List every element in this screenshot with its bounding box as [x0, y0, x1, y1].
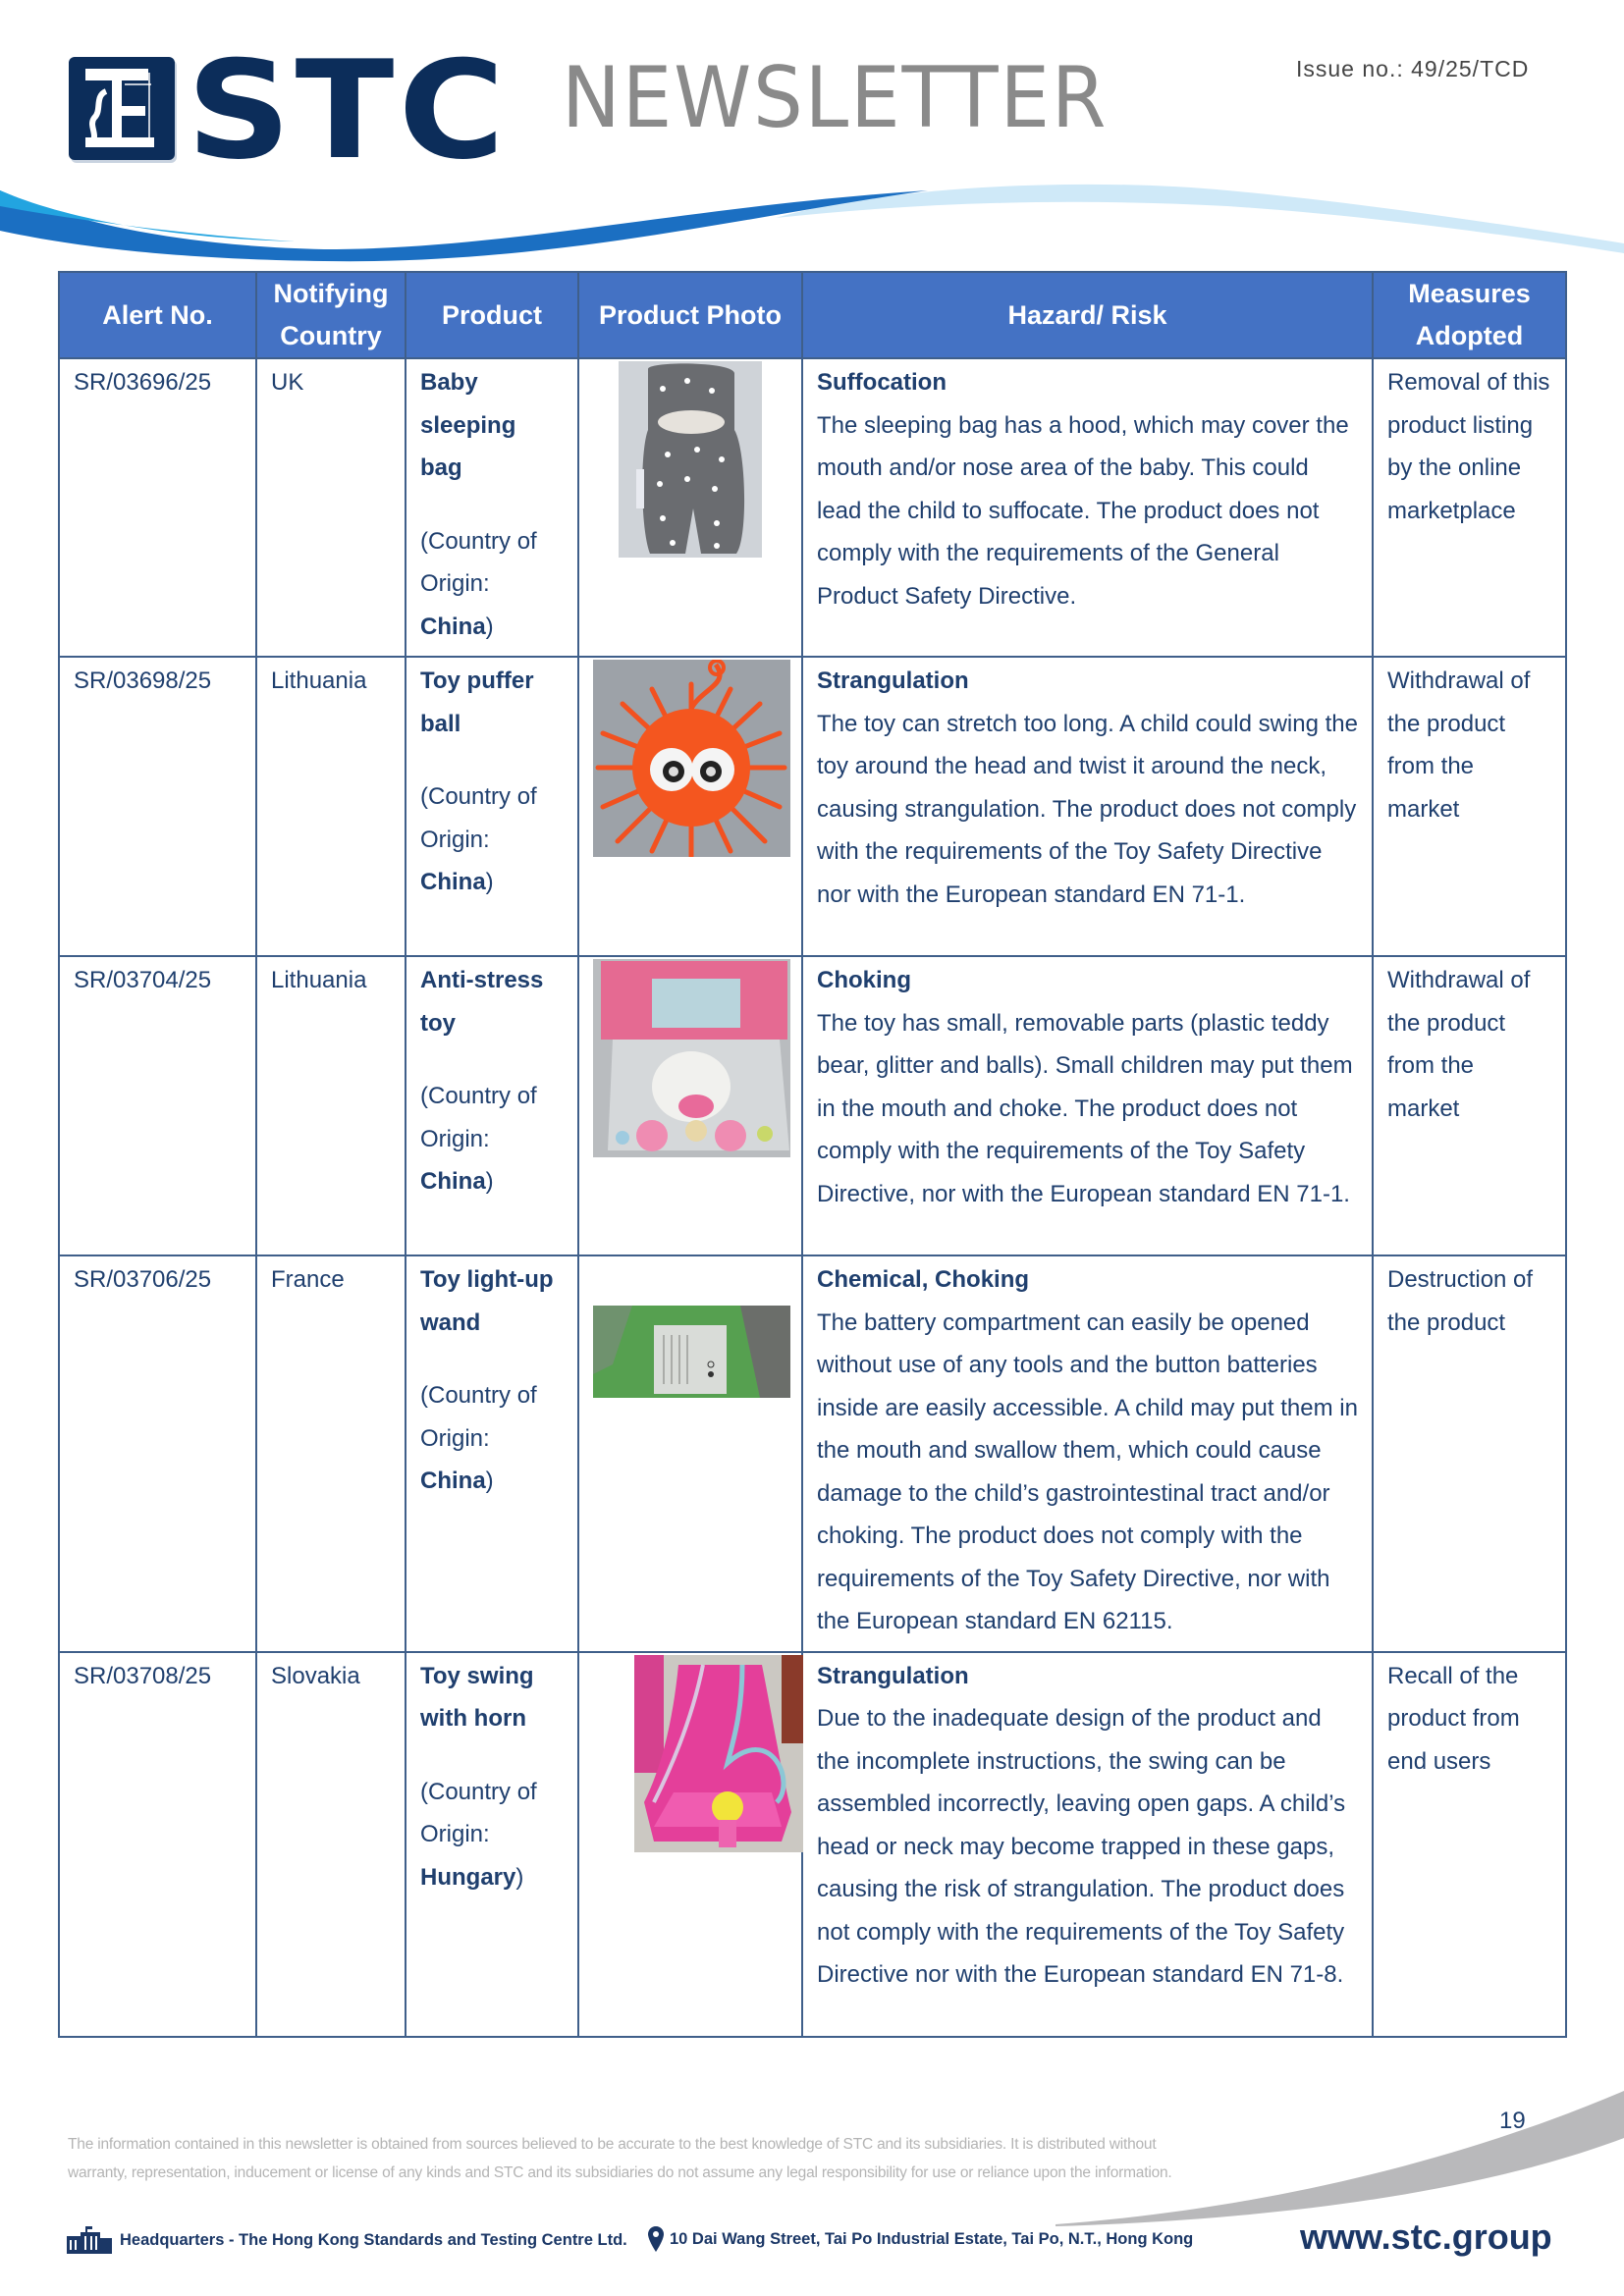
- origin-suffix: ): [515, 1863, 524, 1891]
- table-row: [59, 358, 1566, 657]
- toy-swing-photo: [634, 1655, 803, 1852]
- alert-number: SR/03704/25: [59, 956, 256, 1255]
- alert-number: SR/03698/25: [59, 657, 256, 956]
- notifying-country: UK: [256, 358, 406, 657]
- origin-prefix: (Country of Origin:: [420, 1382, 537, 1452]
- baby-sleeping-bag-photo: [619, 361, 762, 558]
- table-row: [59, 956, 1566, 1255]
- origin-country: China: [420, 869, 486, 895]
- anti-stress-toy-photo: [593, 959, 790, 1157]
- hazard-cell: [802, 657, 1373, 956]
- origin-country: China: [420, 1168, 486, 1195]
- footer-address: [648, 2226, 1193, 2252]
- website-link[interactable]: www.stc.group: [1300, 2216, 1552, 2257]
- product-name: Anti-stress toy: [420, 967, 544, 1037]
- origin-suffix: ): [485, 613, 494, 640]
- stc-emblem-icon: [69, 57, 175, 160]
- notifying-country: Slovakia: [256, 1652, 406, 2037]
- alert-number: SR/03696/25: [59, 358, 256, 657]
- product-photo-cell: [578, 956, 802, 1255]
- measures-adopted: Withdrawal of the product from the market: [1373, 657, 1566, 956]
- product-photo-cell: [578, 358, 802, 657]
- page-number: 19: [1499, 2108, 1526, 2134]
- headquarters-text: Headquarters - The Hong Kong Standards and Testing Centre Ltd.: [120, 2230, 627, 2249]
- product-cell: [406, 657, 578, 956]
- toy-light-up-wand-photo: [593, 1306, 790, 1398]
- measures-adopted: Withdrawal of the product from the market: [1373, 956, 1566, 1255]
- map-pin-icon: [648, 2226, 664, 2252]
- column-header-notifying-country: Notifying Country: [256, 272, 406, 358]
- product-name: Toy puffer ball: [420, 667, 534, 737]
- notifying-country: France: [256, 1255, 406, 1652]
- product-name: Baby sleeping bag: [420, 369, 516, 481]
- disclaimer-line: The information contained in this newsletter is obtained from sources believed to be accurate to the best knowledge of STC and its subsidiaries. It is distributed without: [68, 2136, 1157, 2153]
- hazard-title: Suffocation: [817, 369, 947, 396]
- hazard-description: The toy has small, removable parts (plastic teddy bear, glitter and balls). Small children may put them in the mouth and choke. The product does not comply with the requirements of the Toy Safety Directive, nor with the European standard EN 71-1.: [817, 1009, 1353, 1207]
- measures-adopted: Recall of the product from end users: [1373, 1652, 1566, 2037]
- product-name: Toy swing with horn: [420, 1662, 534, 1732]
- hazard-description: The battery compartment can easily be opened without use of any tools and the button batteries inside are easily accessible. A child may put them in the mouth and swallow them, which could cause damage to the child’s gastrointestinal tract and/or choking. The product does not comply with the requirements of the Toy Safety Directive, nor with the European standard EN 62115.: [817, 1308, 1358, 1634]
- origin-prefix: (Country of Origin:: [420, 527, 537, 597]
- alert-number: SR/03706/25: [59, 1255, 256, 1652]
- newsletter-title: NEWSLETTER: [562, 49, 1109, 147]
- product-cell: [406, 1652, 578, 2037]
- column-header-product-photo: Product Photo: [578, 272, 802, 358]
- issue-number: Issue no.: 49/25/TCD: [1296, 56, 1530, 81]
- measures-adopted: Destruction of the product: [1373, 1255, 1566, 1652]
- footer-headquarters: [65, 2226, 627, 2254]
- column-header-product: Product: [406, 272, 578, 358]
- column-header-hazard-risk: Hazard/ Risk: [802, 272, 1373, 358]
- product-cell: [406, 956, 578, 1255]
- table-row: [59, 1652, 1566, 2037]
- hazard-cell: [802, 956, 1373, 1255]
- hazard-description: The sleeping bag has a hood, which may cover the mouth and/or nose area of the baby. This could lead the child to suffocate. The product does not comply with the requirements of the General Product Safety Directive.: [817, 411, 1349, 610]
- alert-number: SR/03708/25: [59, 1652, 256, 2037]
- origin-suffix: ): [485, 1468, 494, 1494]
- address-text: 10 Dai Wang Street, Tai Po Industrial Estate, Tai Po, N.T., Hong Kong: [670, 2229, 1194, 2248]
- rapex-alerts-table: [58, 271, 1567, 2038]
- table-row: [59, 657, 1566, 956]
- toy-puffer-ball-photo: [593, 660, 790, 857]
- column-header-alert-no: Alert No.: [59, 272, 256, 358]
- hazard-title: Chemical, Choking: [817, 1266, 1030, 1293]
- measures-adopted: Removal of this product listing by the online marketplace: [1373, 358, 1566, 657]
- notifying-country: Lithuania: [256, 657, 406, 956]
- stc-logo-text: STC: [187, 31, 510, 189]
- header-swoosh-decoration: [0, 177, 1624, 265]
- origin-suffix: ): [485, 869, 494, 895]
- origin-suffix: ): [485, 1168, 494, 1195]
- disclaimer-text: [68, 2130, 1295, 2187]
- hazard-description: The toy can stretch too long. A child could swing the toy around the head and twist it around the neck, causing strangulation. The product does not comply with the requirements of the Toy Safety Directive nor with the European standard EN 71-1.: [817, 710, 1358, 908]
- notifying-country: Lithuania: [256, 956, 406, 1255]
- table-header-row: [59, 272, 1566, 358]
- stc-logo-emblem: [69, 57, 175, 160]
- product-name: Toy light-up wand: [420, 1266, 554, 1336]
- product-cell: [406, 1255, 578, 1652]
- origin-country: China: [420, 613, 486, 640]
- hazard-cell: [802, 1652, 1373, 2037]
- product-photo-cell: [578, 1652, 802, 2037]
- product-cell: [406, 358, 578, 657]
- hazard-description: Due to the inadequate design of the product and the incomplete instructions, the swing can be assembled incorrectly, leaving open gaps. A child’s head or neck may become trapped in these gaps, causing the risk of strangulation. The product does not comply with the requirements of the Toy Safety Directive nor with the European standard EN 71-8.: [817, 1705, 1346, 1988]
- product-photo-cell: [578, 657, 802, 956]
- hazard-title: Strangulation: [817, 1662, 969, 1689]
- origin-prefix: (Country of Origin:: [420, 1778, 537, 1847]
- origin-prefix: (Country of Origin:: [420, 1083, 537, 1152]
- hazard-cell: [802, 358, 1373, 657]
- origin-country: Hungary: [420, 1863, 516, 1891]
- column-header-measures-adopted: Measures Adopted: [1373, 272, 1566, 358]
- table-row: [59, 1255, 1566, 1652]
- disclaimer-line: warranty, representation, inducement or license of any kinds and STC and its subsidiaries do not assume any legal responsibility for use or reliance upon the information.: [68, 2164, 1172, 2181]
- product-photo-cell: [578, 1255, 802, 1652]
- building-icon: [65, 2226, 114, 2254]
- origin-prefix: (Country of Origin:: [420, 783, 537, 853]
- hazard-title: Strangulation: [817, 667, 969, 694]
- hazard-cell: [802, 1255, 1373, 1652]
- hazard-title: Choking: [817, 967, 911, 993]
- origin-country: China: [420, 1468, 486, 1494]
